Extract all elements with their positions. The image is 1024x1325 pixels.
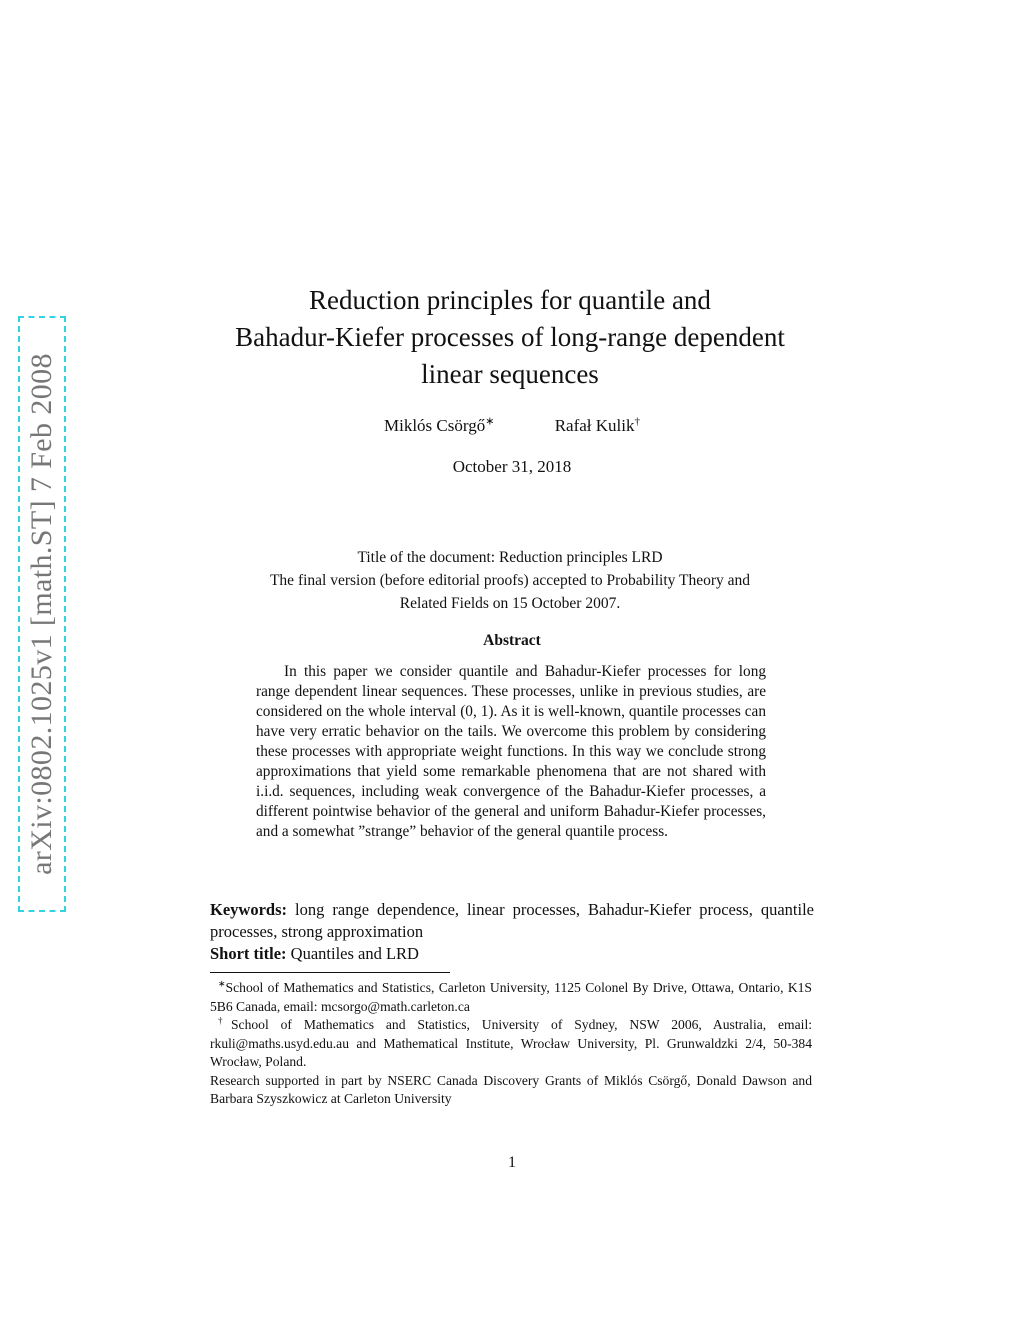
document-info-line: Title of the document: Reduction principles LRD <box>357 549 663 566</box>
author-csorgo <box>384 416 494 436</box>
footnote-mark: ∗ <box>218 978 226 989</box>
short-title-label: Short title: <box>210 944 287 963</box>
footnotes <box>210 979 812 1109</box>
document-info-line: The final version (before editorial proofs) accepted to Probability Theory and <box>269 572 751 589</box>
keywords <box>210 899 814 943</box>
title-line: Bahadur-Kiefer processes of long-range dependent <box>235 322 785 352</box>
document-info-line: Related Fields on 15 October 2007. <box>399 595 621 612</box>
author-footnote-mark: ∗ <box>485 415 495 428</box>
keywords-label: Keywords: <box>210 900 287 919</box>
abstract-text: In this paper we consider quantile and Bahadur-Kiefer processes for long range dependent linear sequences. These processes, unlike in previous studies, are considered on the whole interval (0, 1). As it is well-known, quantile processes can have very erratic behavior on the tails. We overcome this problem by considering these processes with appropriate weight functions. In this way we conclude strong approximations that yield some remarkable phenomena that are not shared with i.i.d. sequences, including weak convergence of the Bahadur-Kiefer processes, a different pointwise behavior of the general and uniform Bahadur-Kiefer processes, and a somewhat ”strange” behavior of the general quantile process. <box>256 663 766 840</box>
footnote-text: School of Mathematics and Statistics, Carleton University, 1125 Colonel By Drive, Ottawa, Ontario, K1S 5B6 Canada, email: mcsorgo@math.carleton.ca <box>210 980 812 1014</box>
footnote-mark: † <box>218 1015 231 1026</box>
footnote <box>210 979 812 1016</box>
footnote-divider <box>210 972 450 973</box>
funding-note <box>210 1072 812 1109</box>
author-list <box>0 416 1024 436</box>
abstract-heading: Abstract <box>483 632 541 649</box>
author-name: Rafał Kulik <box>554 416 635 435</box>
document-info <box>200 546 820 615</box>
keywords-text: long range dependence, linear processes, Bahadur-Kiefer process, quantile processes, strong approximation <box>210 900 815 941</box>
funding-text: Research supported in part by NSERC Canada Discovery Grants of Miklós Csörgő, Donald Dawson and Barbara Szyszkowicz at Carleton University <box>210 1072 812 1106</box>
arxiv-id: arXiv:0802.1025v1 [math.ST] 7 Feb 2008 <box>25 353 58 875</box>
title-line: linear sequences <box>421 359 599 389</box>
author-name: Miklós Csörgő <box>383 416 486 435</box>
footnote-text: School of Mathematics and Statistics, University of Sydney, NSW 2006, Australia, email: rkuli@maths.usyd.edu.au and Mathematical Institute, Wrocław University, Pl. Grunwaldzki 2/4, 50-384 Wrocław, Poland. <box>210 1017 812 1069</box>
short-title-text: Quantiles and LRD <box>290 944 419 963</box>
footnote <box>210 1016 812 1072</box>
page-number: 1 <box>508 1154 516 1171</box>
author-footnote-mark: † <box>634 415 640 428</box>
author-kulik <box>555 416 640 436</box>
title-line: Reduction principles for quantile and <box>309 285 711 315</box>
arxiv-stamp <box>18 316 66 912</box>
paper-title <box>180 282 840 393</box>
short-title <box>210 944 419 964</box>
paper-date: October 31, 2018 <box>452 457 572 476</box>
